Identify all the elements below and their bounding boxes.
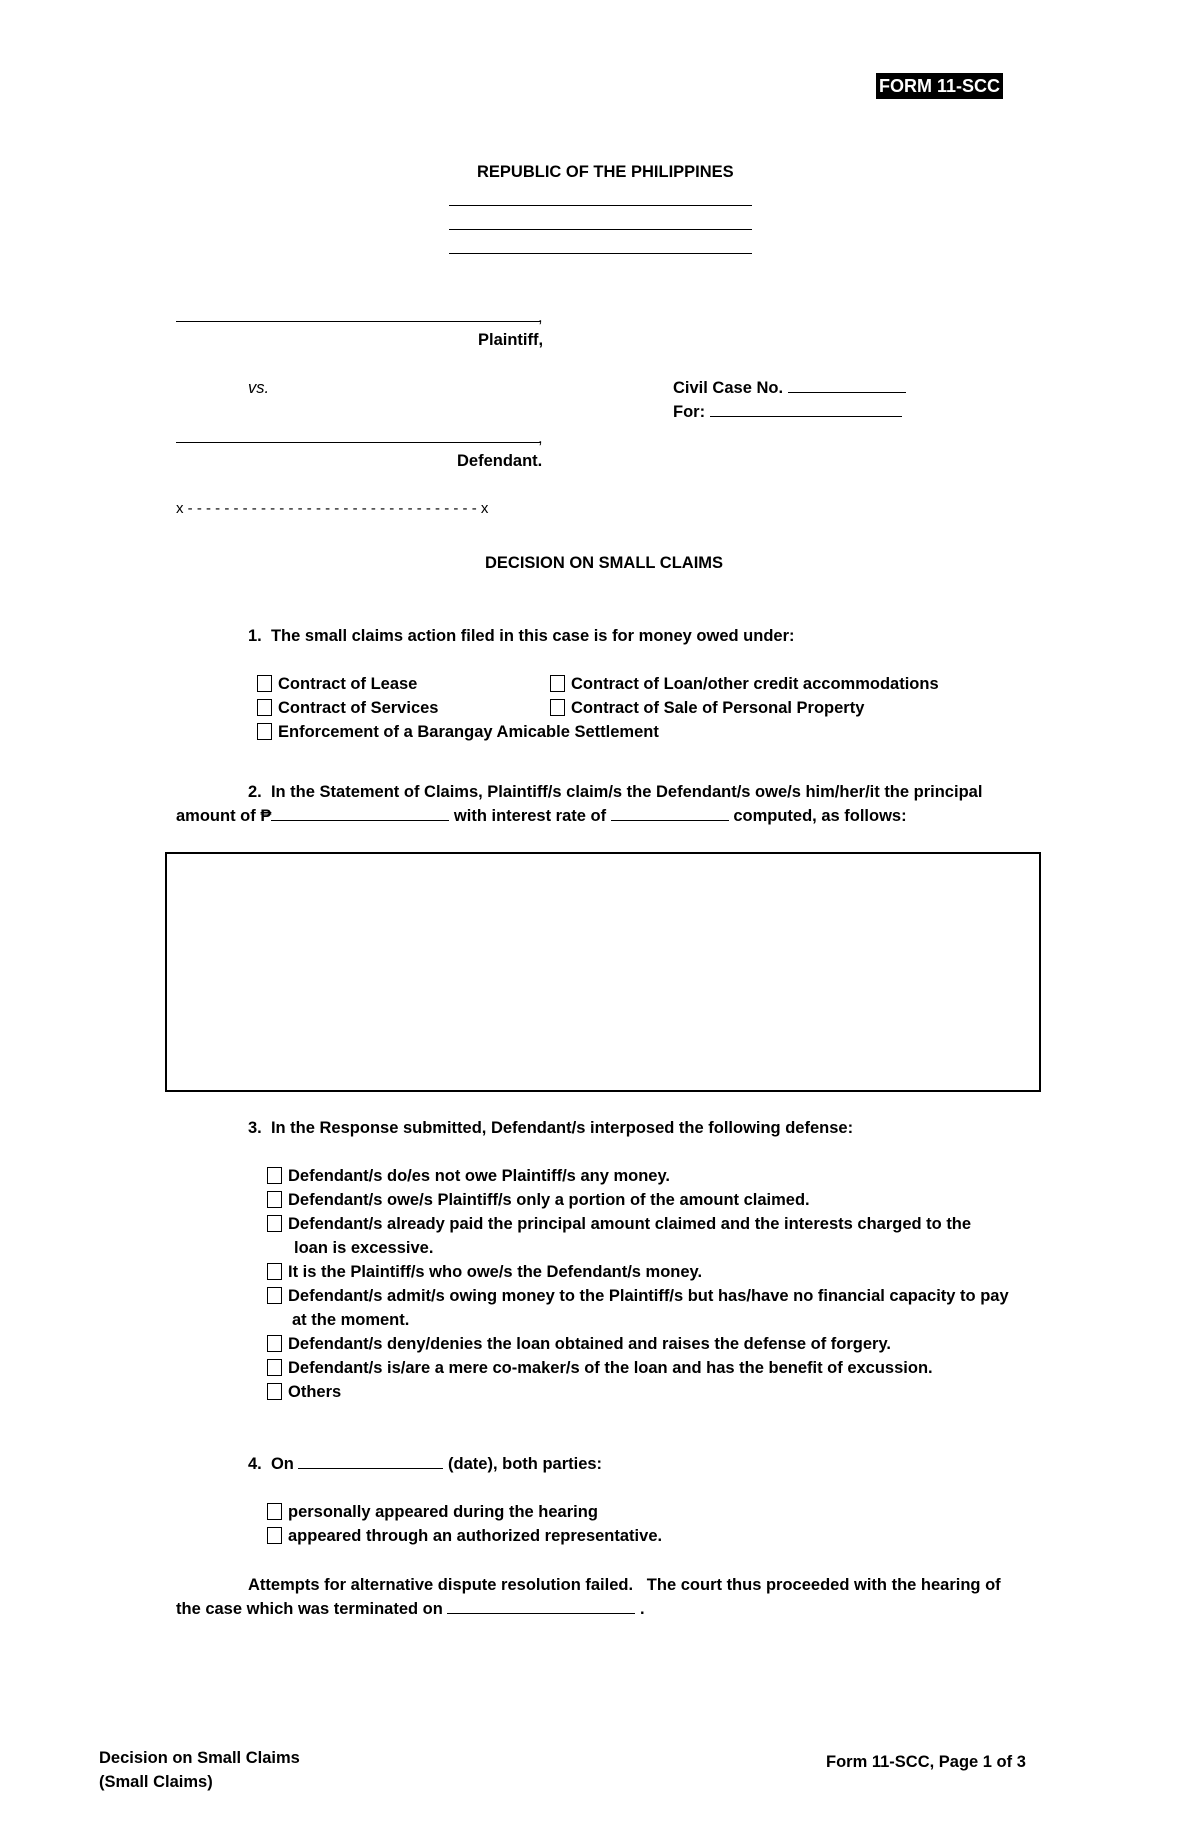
option-label: Contract of Loan/other credit accommodations — [571, 675, 939, 693]
option-contract-of-loan[interactable] — [550, 672, 939, 696]
caption-separator: x - - - - - - - - - - - - - - - - - - - - - - - - - - - - - - - - x — [176, 500, 489, 517]
defendant-name-line[interactable] — [176, 442, 540, 443]
section-4-heading — [248, 1452, 602, 1476]
appearance-option[interactable] — [267, 1524, 662, 1548]
section-2-line-2 — [176, 804, 907, 828]
defense-option[interactable] — [267, 1164, 670, 1188]
defense-label: Defendant/s deny/denies the loan obtained and raises the defense of forgery. — [288, 1335, 891, 1353]
decision-title: DECISION ON SMALL CLAIMS — [485, 554, 724, 572]
defense-label: Defendant/s already paid the principal amount claimed and the interests charged to the — [288, 1215, 972, 1233]
adr-paragraph-line-1: Attempts for alternative dispute resolution failed. The court thus proceeded with the hearing of — [248, 1576, 1001, 1594]
footer-page-number: Form 11-SCC, Page 1 of 3 — [826, 1753, 1026, 1771]
checkbox-defense[interactable] — [267, 1335, 282, 1352]
vs-label: vs. — [248, 379, 270, 397]
appearance-option[interactable] — [267, 1500, 598, 1524]
defense-label: Defendant/s owe/s Plaintiff/s only a portion of the amount claimed. — [288, 1191, 810, 1209]
option-contract-of-lease[interactable] — [257, 672, 417, 696]
termination-date-field[interactable] — [447, 1597, 635, 1614]
option-label: Contract of Services — [278, 699, 439, 717]
computed-label: computed, as follows: — [733, 807, 907, 825]
footer-left-line-2: (Small Claims) — [99, 1773, 213, 1791]
appearance-label: appeared through an authorized representative. — [288, 1527, 663, 1545]
defense-option[interactable] — [267, 1188, 810, 1212]
defense-option[interactable] — [267, 1380, 341, 1404]
option-label: Contract of Lease — [278, 675, 418, 693]
option-label: Enforcement of a Barangay Amicable Settlement — [278, 723, 659, 741]
defense-label: Defendant/s do/es not owe Plaintiff/s any money. — [288, 1167, 671, 1185]
section-3-heading — [248, 1116, 853, 1140]
option-contract-of-services[interactable] — [257, 696, 438, 720]
footer-left-line-1: Decision on Small Claims — [99, 1749, 300, 1767]
civil-case-number-field[interactable] — [788, 376, 906, 393]
section-4-number: 4. — [248, 1455, 262, 1473]
defense-option[interactable] — [267, 1284, 1009, 1308]
defense-option[interactable] — [267, 1332, 891, 1356]
section-1-number: 1. — [248, 627, 262, 645]
defense-label: Others — [288, 1383, 342, 1401]
hearing-date-field[interactable] — [298, 1452, 443, 1469]
defense-label: It is the Plaintiff/s who owe/s the Defendant/s money. — [288, 1263, 703, 1281]
interest-rate-label: with interest rate of — [453, 807, 607, 825]
date-text: (date), both parties: — [448, 1455, 603, 1473]
adr-paragraph-line-2 — [176, 1597, 645, 1621]
court-name-line-2[interactable] — [449, 229, 752, 230]
checkbox-barangay-settlement[interactable] — [257, 723, 272, 740]
defense-label: Defendant/s admit/s owing money to the Plaintiff/s but has/have no financial capacity to pay — [288, 1287, 1009, 1305]
amount-prefix: amount of ₱ — [176, 807, 272, 825]
section-2-line-1 — [248, 780, 982, 804]
option-label: Contract of Sale of Personal Property — [571, 699, 865, 717]
civil-case-label: Civil Case No. — [673, 379, 784, 397]
checkbox-contract-of-loan[interactable] — [550, 675, 565, 692]
on-label: On — [270, 1455, 294, 1473]
checkbox-defense-others[interactable] — [267, 1383, 282, 1400]
terminated-label: the case which was terminated on — [176, 1600, 443, 1618]
checkbox-defense[interactable] — [267, 1191, 282, 1208]
section-1-text: The small claims action filed in this case is for money owed under: — [270, 627, 795, 645]
defense-continuation: at the moment. — [292, 1311, 410, 1329]
section-2-number: 2. — [248, 783, 262, 801]
checkbox-personally-appeared[interactable] — [267, 1503, 282, 1520]
for-field — [673, 400, 902, 424]
defense-option[interactable] — [267, 1356, 933, 1380]
court-name-line-3[interactable] — [449, 253, 752, 254]
plaintiff-name-line[interactable] — [176, 321, 540, 322]
checkbox-defense[interactable] — [267, 1167, 282, 1184]
checkbox-contract-of-lease[interactable] — [257, 675, 272, 692]
checkbox-contract-of-sale[interactable] — [550, 699, 565, 716]
defense-label: Defendant/s is/are a mere co-maker/s of the loan and has the benefit of excussion. — [288, 1359, 933, 1377]
section-3-text: In the Response submitted, Defendant/s interposed the following defense: — [270, 1119, 854, 1137]
plaintiff-comma: , — [538, 308, 543, 326]
checkbox-defense[interactable] — [267, 1287, 282, 1304]
defense-continuation: loan is excessive. — [294, 1239, 434, 1257]
computation-box[interactable] — [165, 852, 1041, 1092]
option-contract-of-sale[interactable] — [550, 696, 864, 720]
defendant-label: Defendant. — [457, 452, 543, 470]
form-number-badge: FORM 11-SCC — [876, 73, 1003, 99]
section-1-heading — [248, 624, 795, 648]
checkbox-contract-of-services[interactable] — [257, 699, 272, 716]
checkbox-authorized-representative[interactable] — [267, 1527, 282, 1544]
option-barangay-settlement[interactable] — [257, 720, 659, 744]
republic-heading: REPUBLIC OF THE PHILIPPINES — [477, 163, 734, 181]
terminated-period: . — [640, 1600, 645, 1618]
defense-option[interactable] — [267, 1260, 702, 1284]
checkbox-defense[interactable] — [267, 1359, 282, 1376]
section-2-text: In the Statement of Claims, Plaintiff/s claim/s the Defendant/s owe/s him/her/it the principal — [270, 783, 983, 801]
for-label: For: — [673, 403, 706, 421]
for-field-line[interactable] — [710, 400, 902, 417]
court-name-line-1[interactable] — [449, 205, 752, 206]
plaintiff-label: Plaintiff, — [478, 331, 544, 349]
checkbox-defense[interactable] — [267, 1215, 282, 1232]
section-3-number: 3. — [248, 1119, 262, 1137]
interest-rate-field[interactable] — [611, 804, 729, 821]
defense-option[interactable] — [267, 1212, 971, 1236]
civil-case-number — [673, 376, 906, 400]
defendant-comma: , — [538, 429, 543, 447]
appearance-label: personally appeared during the hearing — [288, 1503, 598, 1521]
principal-amount-field[interactable] — [271, 804, 449, 821]
checkbox-defense[interactable] — [267, 1263, 282, 1280]
